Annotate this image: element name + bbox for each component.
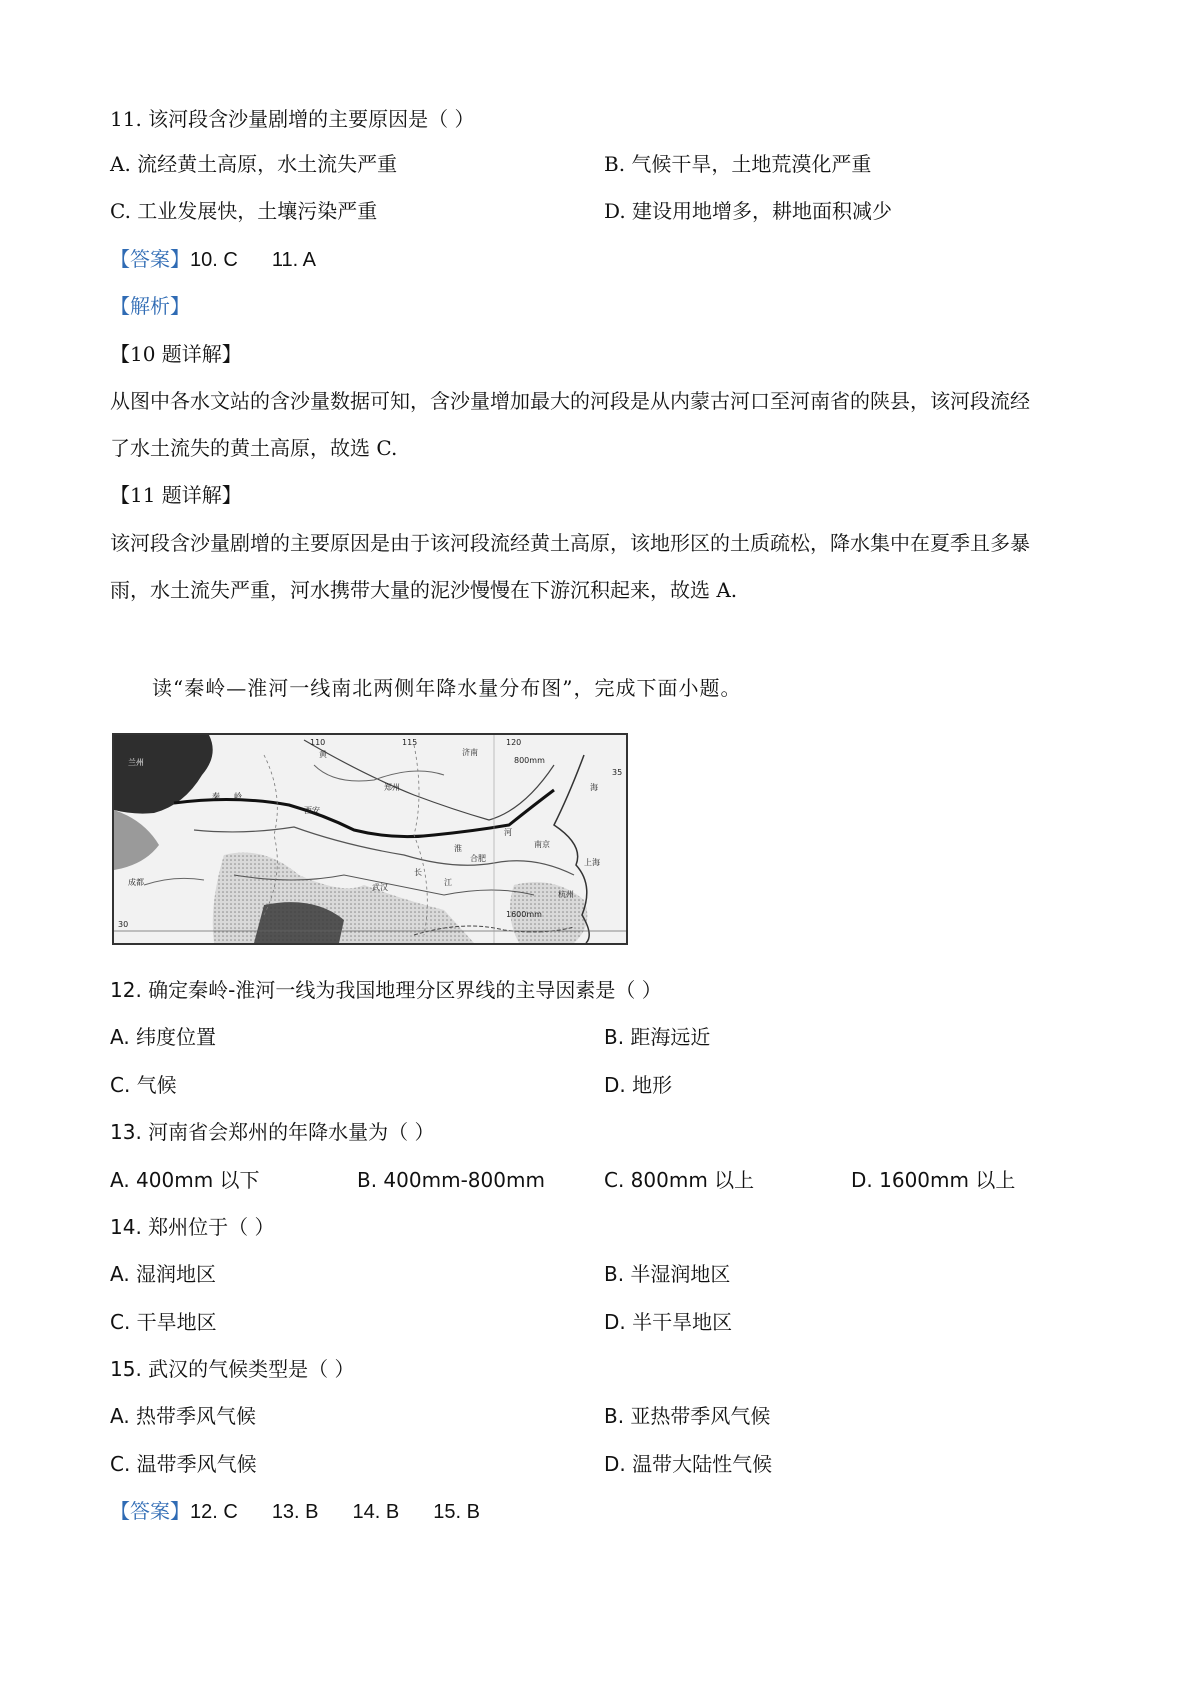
map-label: 黄 [319, 750, 327, 759]
q15-option-c: C. 温带季风气候 [110, 1452, 257, 1476]
q15-option-a: A. 热带季风气候 [110, 1404, 257, 1428]
q11-option-c: C. 工业发展快，土壤污染严重 [110, 199, 378, 223]
q13-option-a: A. 400mm 以下 [110, 1168, 260, 1192]
map-label: 秦 [212, 792, 220, 801]
map-label: 115 [402, 738, 418, 747]
q14-option-d: D. 半干旱地区 [604, 1310, 733, 1334]
detail-11-line: 雨，水土流失严重，河水携带大量的泥沙慢慢在下游沉积起来，故选 A. [110, 578, 738, 602]
answer-value: 15. B [433, 1501, 480, 1523]
map-label: 110 [310, 738, 326, 747]
map-label: 郑州 [384, 783, 400, 792]
q13-option-b: B. 400mm-800mm [357, 1168, 545, 1192]
q15-option-b: B. 亚热带季风气候 [604, 1404, 771, 1428]
detail-11-line: 该河段含沙量剧增的主要原因是由于该河段流经黄土高原，该地形区的土质疏松，降水集中在夏季且多暴 [110, 531, 1030, 555]
answer-value: 10. C [190, 249, 238, 271]
answer-label: 【答案】 [110, 247, 190, 271]
q15-option-d: D. 温带大陆性气候 [604, 1452, 773, 1476]
q11-stem: 11. 该河段含沙量剧增的主要原因是（ ） [110, 107, 475, 131]
map-intro: 读“秦岭—淮河一线南北两侧年降水量分布图”，完成下面小题。 [152, 676, 742, 700]
answer-value: 14. B [352, 1501, 400, 1523]
q12-option-d: D. 地形 [604, 1073, 673, 1097]
map-label: 南京 [534, 840, 550, 849]
q12-stem: 12. 确定秦岭-淮河一线为我国地理分区界线的主导因素是（ ） [110, 978, 662, 1002]
answer-row-2 [110, 1497, 514, 1526]
precipitation-map-graphic [114, 735, 626, 943]
q13-stem: 13. 河南省会郑州的年降水量为（ ） [110, 1120, 435, 1144]
map-label: 成都 [128, 878, 144, 887]
q12-option-b: B. 距海远近 [604, 1025, 711, 1049]
map-label: 河 [504, 828, 512, 837]
map-label: 合肥 [470, 854, 486, 863]
detail-10-line: 从图中各水文站的含沙量数据可知，含沙量增加最大的河段是从内蒙古河口至河南省的陕县，该河段流经 [110, 389, 1030, 413]
map-label: 杭州 [558, 890, 574, 899]
q13-option-d: D. 1600mm 以上 [851, 1168, 1016, 1192]
answer-value: 13. B [271, 1501, 319, 1523]
q11-option-b: B. 气候干旱，土地荒漠化严重 [604, 152, 872, 176]
map-label: 1600mm [506, 910, 542, 919]
map-label: 淮 [454, 844, 462, 853]
map-label: 35 [612, 768, 623, 777]
q12-option-a: A. 纬度位置 [110, 1025, 217, 1049]
q13-option-c: C. 800mm 以上 [604, 1168, 755, 1192]
analysis-label: 【解析】 [110, 294, 190, 318]
map-label: 武汉 [372, 883, 388, 892]
detail-10-line: 了水土流失的黄土高原，故选 C. [110, 436, 398, 460]
answer-label: 【答案】 [110, 1499, 190, 1523]
q14-option-b: B. 半湿润地区 [604, 1262, 731, 1286]
map-label: 兰州 [128, 758, 144, 767]
detail-10-title: 【10 题详解】 [110, 342, 242, 366]
q15-stem: 15. 武汉的气候类型是（ ） [110, 1357, 355, 1381]
q14-option-c: C. 干旱地区 [110, 1310, 217, 1334]
q14-stem: 14. 郑州位于（ ） [110, 1215, 275, 1239]
map-label: 海 [590, 783, 598, 792]
q12-option-c: C. 气候 [110, 1073, 177, 1097]
map-label: 800mm [514, 756, 545, 765]
detail-11-title: 【11 题详解】 [110, 483, 242, 507]
map-label: 西安 [304, 806, 320, 815]
answer-value: 11. A [271, 249, 316, 271]
q14-option-a: A. 湿润地区 [110, 1262, 217, 1286]
map-label: 长 [414, 868, 422, 877]
map-label: 江 [444, 878, 452, 887]
precipitation-map [112, 733, 628, 945]
answer-value: 12. C [190, 1501, 238, 1523]
map-label: 30 [118, 920, 129, 929]
map-label: 120 [506, 738, 522, 747]
q11-option-a: A. 流经黄土高原，水土流失严重 [110, 152, 398, 176]
q11-option-d: D. 建设用地增多，耕地面积减少 [604, 199, 893, 223]
answer-row-1 [110, 245, 350, 274]
map-label: 岭 [234, 792, 242, 801]
map-label: 济南 [462, 748, 478, 757]
map-label: 上海 [584, 858, 600, 867]
